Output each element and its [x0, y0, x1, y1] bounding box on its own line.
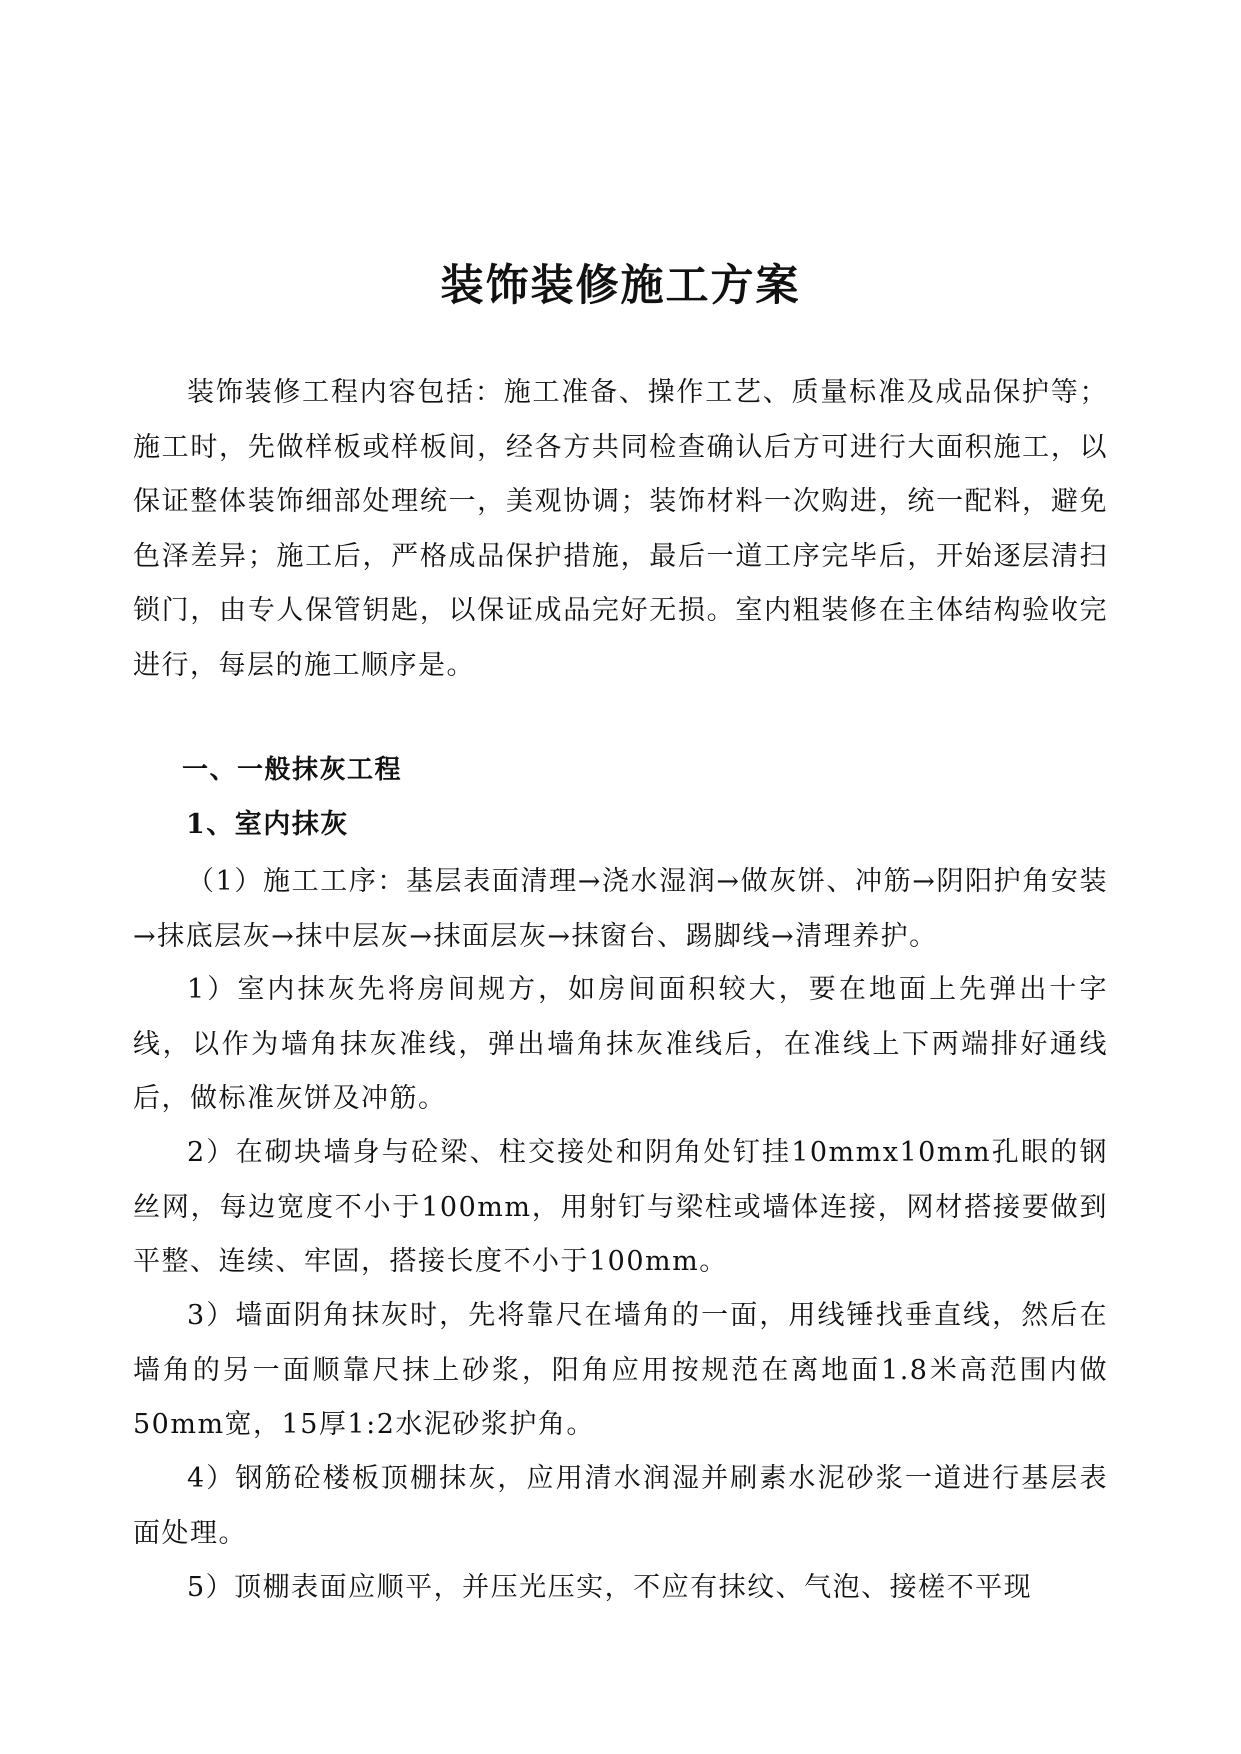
- subsection-heading: 1、室内抹灰: [186, 809, 349, 840]
- section-heading: 一、一般抹灰工程: [182, 755, 403, 785]
- procedure-paragraph: （1）施工工序：基层表面清理→浇水湿润→做灰饼、冲筋→阴阳护角安装→抹底层灰→抹中层灰→抹面层灰→抹窗台、踢脚线→清理养护。: [133, 866, 1108, 952]
- step-paragraph-1: 1）室内抹灰先将房间规方，如房间面积较大，要在地面上先弹出十字线，以作为墙角抹灰准线，弹出墙角抹灰准线后，在准线上下两端排好通线后，做标准灰饼及冲筋。: [133, 974, 1108, 1114]
- step-paragraph-3: 3）墙面阴角抹灰时，先将靠尺在墙角的一面，用线锤找垂直线，然后在墙角的另一面顺靠尺抹上砂浆，阳角应用按规范在离地面1.8米高范围内做50mm宽，15厚1:2水泥砂浆护角。: [133, 1300, 1109, 1440]
- step-paragraph-4: 4）钢筋砼楼板顶棚抹灰，应用清水润湿并刷素水泥砂浆一道进行基层表面处理。: [133, 1463, 1108, 1549]
- step-paragraph-2: 2）在砌块墙身与砼梁、柱交接处和阴角处钉挂10mmx10mm孔眼的钢丝网，每边宽度不小于100mm，用射钉与梁柱或墙体连接，网材搭接要做到平整、连续、牢固，搭接长度不小于100mm。: [133, 1137, 1108, 1277]
- document-title: 装饰装修施工方案: [440, 261, 801, 311]
- step-paragraph-5: 5）顶棚表面应顺平，并压光压实，不应有抹纹、气泡、接槎不平现: [187, 1572, 1033, 1603]
- intro-paragraph: 装饰装修工程内容包括：施工准备、操作工艺、质量标准及成品保护等；施工时，先做样板或样板间，经各方共同检查确认后方可进行大面积施工，以保证整体装饰细部处理统一，美观协调；装饰材料一次购进，统一配料，避免色泽差异；施工后，严格成品保护措施，最后一道工序完毕后，开始逐层清扫锁门，由专人保管钥匙，以保证成品完好无损。室内粗装修在主体结构验收完进行，每层的施工顺序是。: [133, 377, 1108, 681]
